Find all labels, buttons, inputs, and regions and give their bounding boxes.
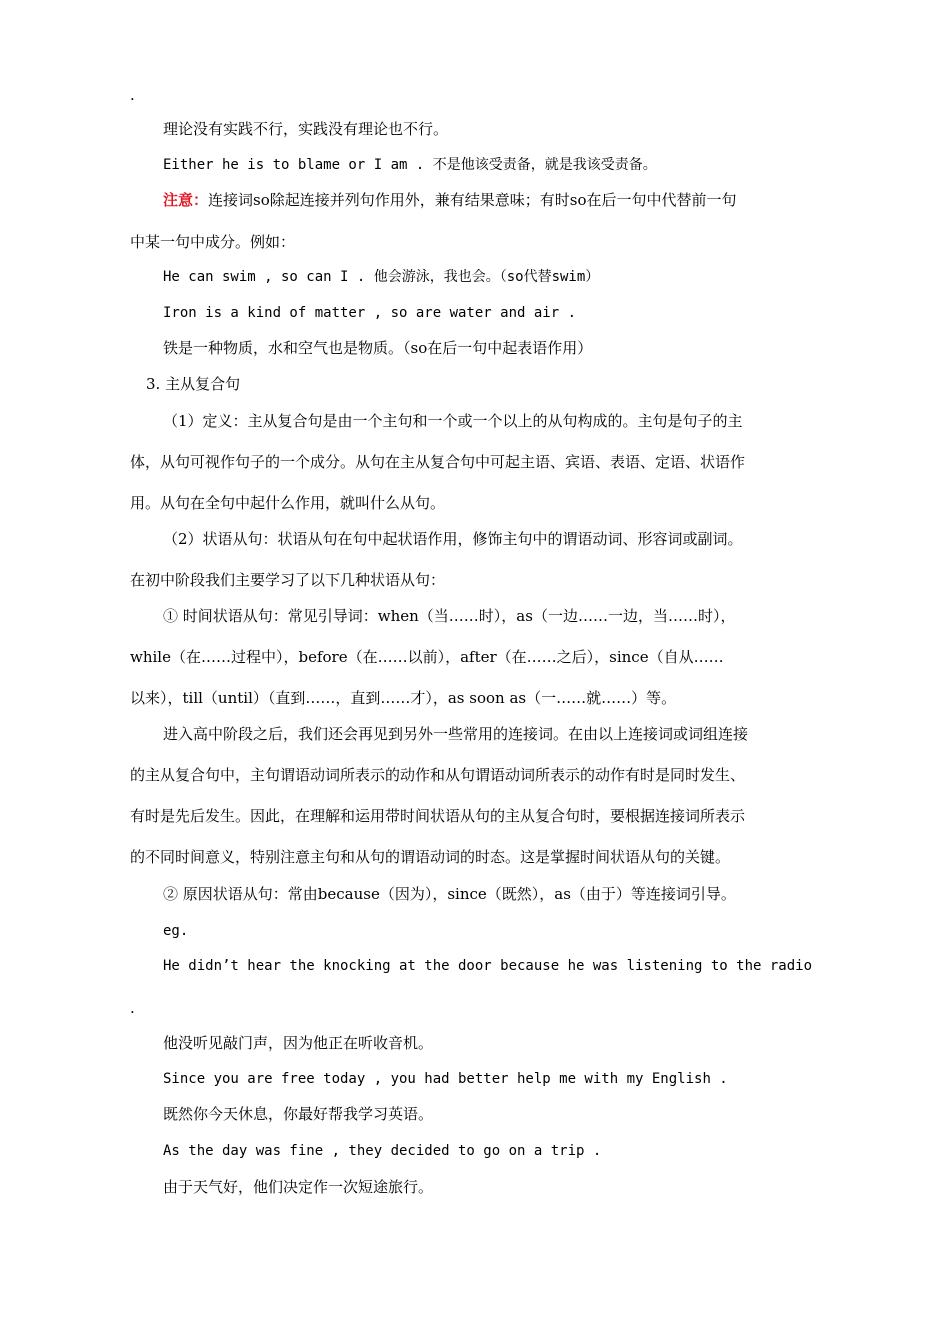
text-line: Since you are free today , you had better help me with my English .: [163, 1071, 728, 1087]
text-line: 的主从复合句中，主句谓语动词所表示的动作和从句谓语动词所表示的动作有时是同时发生、: [130, 766, 746, 784]
text-line: （1）定义：主从复合句是由一个主句和一个或一个以上的从句构成的。主句是句子的主: [163, 412, 743, 430]
text-line: 用。从句在全句中起什么作用，就叫什么从句。: [130, 494, 446, 512]
text-line: while（在……过程中），before（在……以前），after（在……之后），since（自从……: [130, 648, 724, 666]
text-line: .: [130, 999, 135, 1017]
text-line: 由于天气好，他们决定作一次短途旅行。: [163, 1178, 434, 1196]
text-line: eg.: [163, 923, 189, 939]
text-line: 铁是一种物质，水和空气也是物质。（so在后一句中起表语作用）: [163, 339, 593, 357]
text-line: He can swim , so can I . 他会游泳，我也会。（so代替swim）: [163, 269, 600, 285]
text-line: He didn’t hear the knocking at the door because he was listening to the radio: [163, 958, 813, 974]
text-line: 以来），till（until）（直到……，直到……才），as soon as（一……就……）等。: [130, 689, 677, 707]
text-line: 既然你今天休息，你最好帮我学习英语。: [163, 1105, 434, 1123]
note-text: 连接词so除起连接并列句作用外，兼有结果意味；有时so在后一句中代替前一句: [208, 191, 737, 209]
note-label: 注意：: [163, 191, 209, 209]
text-line: 理论没有实践不行，实践没有理论也不行。: [163, 120, 449, 138]
text-line: .: [130, 86, 135, 104]
text-line: （2）状语从句：状语从句在句中起状语作用，修饰主句中的谓语动词、形容词或副词。: [163, 530, 743, 548]
section-heading: 3. 主从复合句: [146, 375, 241, 393]
text-line: ② 原因状语从句：常由because（因为），since（既然），as（由于）等连接词引导。: [163, 885, 736, 903]
text-line: 他没听见敲门声，因为他正在听收音机。: [163, 1034, 434, 1052]
text-line: 有时是先后发生。因此，在理解和运用带时间状语从句的主从复合句时，要根据连接词所表示: [130, 807, 746, 825]
note-line: [163, 190, 736, 210]
text-line: Iron is a kind of matter , so are water and air .: [163, 305, 577, 321]
text-line: 在初中阶段我们主要学习了以下几种状语从句：: [130, 571, 446, 589]
text-line: ① 时间状语从句：常见引导词：when（当……时），as（一边……一边，当……时），: [163, 607, 736, 625]
text-line: 进入高中阶段之后，我们还会再见到另外一些常用的连接词。在由以上连接词或词组连接: [163, 725, 749, 743]
text-line: Either he is to blame or I am . 不是他该受责备，就是我该受责备。: [163, 157, 657, 173]
text-line: 的不同时间意义，特别注意主句和从句的谓语动词的时态。这是掌握时间状语从句的关键。: [130, 848, 731, 866]
text-line: 体，从句可视作句子的一个成分。从句在主从复合句中可起主语、宾语、表语、定语、状语作: [130, 453, 746, 471]
text-line: As the day was fine , they decided to go on a trip .: [163, 1143, 602, 1159]
text-line: 中某一句中成分。例如：: [130, 233, 296, 251]
